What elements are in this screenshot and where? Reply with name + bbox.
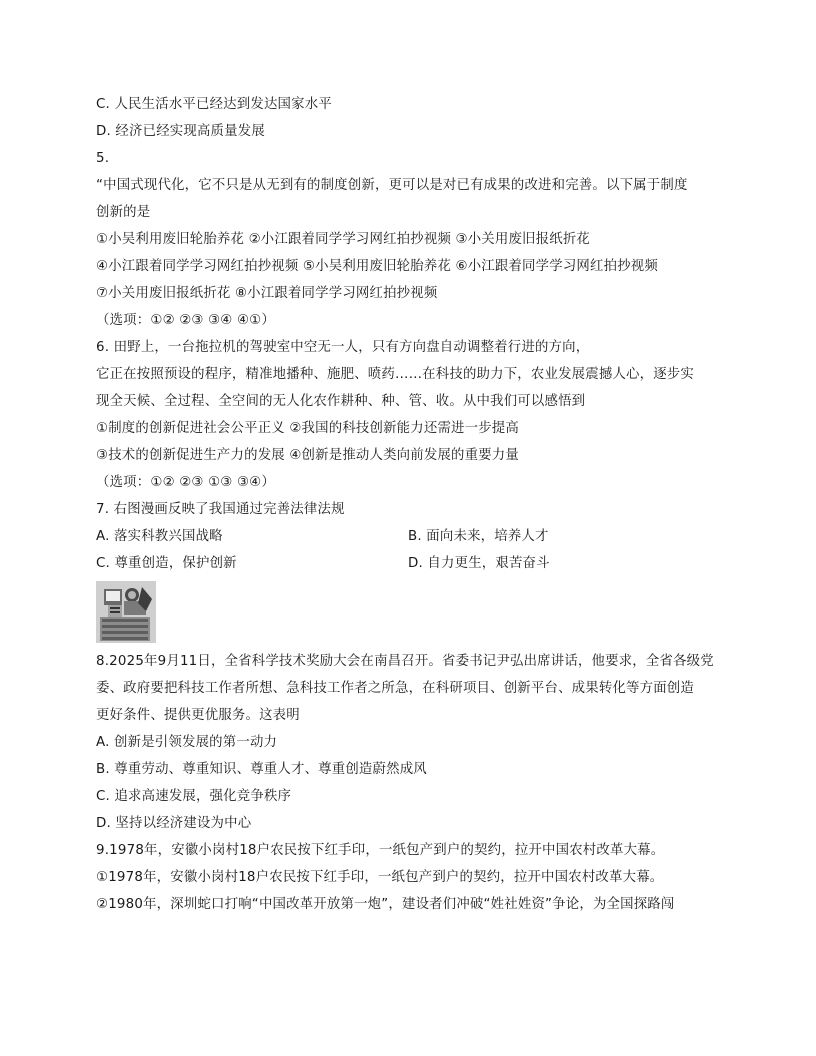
q7-stem: 7. 右图漫画反映了我国通过完善法律法规 xyxy=(96,502,345,517)
q8-option-a: A. 创新是引领发展的第一动力 xyxy=(96,735,278,750)
q4-option-c: C. 人民生活水平已经达到发达国家水平 xyxy=(96,97,332,112)
q7-option-a: A. 落实科教兴国战略 xyxy=(96,529,223,544)
q5-stem-line-2: 创新的是 xyxy=(96,205,151,220)
q8-option-b: B. 尊重劳动、尊重知识、尊重人才、尊重创造蔚然成风 xyxy=(96,762,427,777)
q6-stem-line-1: 6. 田野上，一台拖拉机的驾驶室中空无一人，只有方向盘自动调整着行进的方向， xyxy=(96,340,590,355)
q5-items-line-2: ④小江跟着同学学习网红拍抄视频 ⑤小吴利用废旧轮胎养花 ⑥小江跟着同学学习网红拍抄视频 xyxy=(96,259,658,274)
q8-option-c: C. 追求高速发展，强化竞争秩序 xyxy=(96,789,292,804)
q5-choices: （选项：①② ②③ ③④ ④①） xyxy=(96,313,275,328)
q5-items-line-3: ⑦小关用废旧报纸折花 ⑧小江跟着同学学习网红拍抄视频 xyxy=(96,286,438,301)
q4-option-d: D. 经济已经实现高质量发展 xyxy=(96,124,265,139)
q8-stem-line-2: 委、政府要把科技工作者所想、急科技工作者之所急，在科研项目、创新平台、成果转化等方面创造 xyxy=(96,681,694,696)
q7-option-c: C. 尊重创造，保护创新 xyxy=(96,556,237,571)
q6-stem-line-2: 它正在按照预设的程序，精准地播种、施肥、喷药……在科技的助力下，农业发展震撼人心，逐步实 xyxy=(96,367,694,382)
q5-items-line-1: ①小吴利用废旧轮胎养花 ②小江跟着同学学习网红拍抄视频 ③小关用废旧报纸折花 xyxy=(96,232,591,247)
q6-items-line-1: ①制度的创新促进社会公平正义 ②我国的科技创新能力还需进一步提高 xyxy=(96,421,519,436)
q7-cartoon-image xyxy=(96,581,156,643)
q8-stem-line-1: 8.2025年9月11日，全省科学技术奖励大会在南昌召开。省委书记尹弘出席讲话，他要求，全省各级党 xyxy=(96,654,714,669)
q7-option-b: B. 面向未来，培养人才 xyxy=(408,529,549,544)
q8-stem-line-3: 更好条件、提供更优服务。这表明 xyxy=(96,708,300,723)
q6-items-line-2: ③技术的创新促进生产力的发展 ④创新是推动人类向前发展的重要力量 xyxy=(96,448,519,463)
q7-option-d: D. 自力更生，艰苦奋斗 xyxy=(408,556,550,571)
q6-choices: （选项：①② ②③ ①③ ③④） xyxy=(96,475,275,490)
q9-item-1: ①1978年，安徽小岗村18户农民按下红手印，一纸包产到户的契约，拉开中国农村改革大幕。 xyxy=(96,870,664,885)
q5-stem-line-1: “中国式现代化，它不只是从无到有的制度创新，更可以是对已有成果的改进和完善。以下属于制度 xyxy=(96,178,688,193)
q9-stem: 9.1978年，安徽小岗村18户农民按下红手印，一纸包产到户的契约，拉开中国农村改革大幕。 xyxy=(96,843,665,858)
q6-stem-line-3: 现全天候、全过程、全空间的无人化农作耕种、种、管、收。从中我们可以感悟到 xyxy=(96,394,586,409)
q5-number: 5. xyxy=(96,151,110,166)
cartoon-illustration xyxy=(96,581,156,643)
q9-item-2: ②1980年，深圳蛇口打响“中国改革开放第一炮”，建设者们冲破“姓社姓资”争论，为全国探路闯 xyxy=(96,897,675,912)
q8-option-d: D. 坚持以经济建设为中心 xyxy=(96,816,252,831)
